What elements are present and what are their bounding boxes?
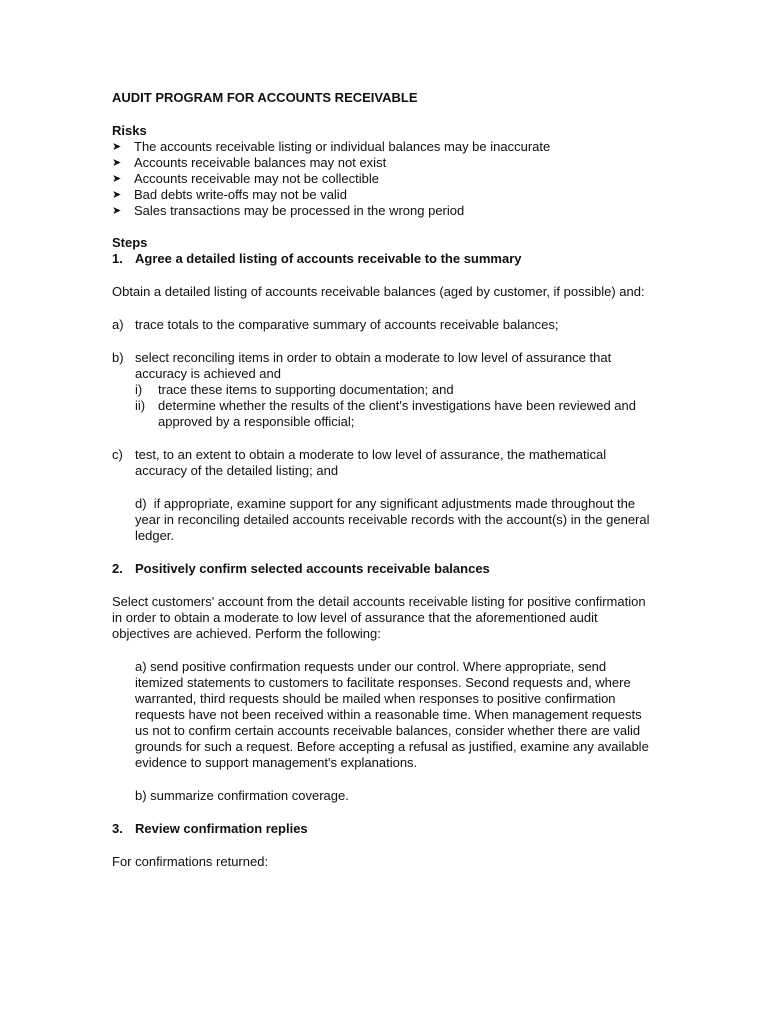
risk-item: ➤ Bad debts write-offs may not be valid [112,187,347,202]
step2-heading: 2. Positively confirm selected accounts receivable balances [112,561,490,576]
step1-item-a: a) trace totals to the comparative summary of accounts receivable balances; [112,317,559,332]
arrow-bullet-icon: ➤ [112,157,122,169]
document-page [112,90,657,870]
arrow-bullet-icon: ➤ [112,205,122,217]
document-title: AUDIT PROGRAM FOR ACCOUNTS RECEIVABLE [112,90,418,105]
risk-item: ➤ The accounts receivable listing or individual balances may be inaccurate [112,139,551,154]
step1-item-b-ii: ii) determine whether the results of the client's investigations have been reviewed and approved by a responsible official; [135,398,636,429]
step2-intro: Select customers' account from the detail accounts receivable listing for positive confirmation in order to obtain a moderate to low level of assurance that the aforementioned audit objectives are achieved. Perform the following: [112,594,646,641]
step2-item-a: a) send positive confirmation requests under our control. Where appropriate, send itemized statements to customers to facilitate responses. Second requests and, where warranted, third requests should be mailed when responses to positive confirmation requests have not been received within a reasonable time. When management requests us not to confirm certain accounts receivable balances, consider whether there are valid grounds for such a request. Before accepting a refusal as justified, examine any available evidence to support management's explanations. [135,659,649,770]
arrow-bullet-icon: ➤ [112,189,122,201]
step3-intro: For confirmations returned: [112,854,269,869]
risk-item: ➤ Sales transactions may be processed in the wrong period [112,203,465,218]
step1-heading: 1. Agree a detailed listing of accounts receivable to the summary [112,251,522,266]
arrow-bullet-icon: ➤ [112,141,122,153]
step1-item-d: d) if appropriate, examine support for any significant adjustments made throughout the year in reconciling detailed accounts receivable records with the account(s) in the general ledger. [135,496,650,543]
step1-intro: Obtain a detailed listing of accounts receivable balances (aged by customer, if possible) and: [112,284,645,299]
risks-heading: Risks [112,123,147,138]
risk-item: ➤ Accounts receivable balances may not exist [112,155,387,170]
step1-item-b-i: i) trace these items to supporting documentation; and [135,382,454,397]
step2-item-b: b) summarize confirmation coverage. [135,788,349,803]
arrow-bullet-icon: ➤ [112,173,122,185]
risk-item: ➤ Accounts receivable may not be collectible [112,171,379,186]
step3-heading: 3. Review confirmation replies [112,821,308,836]
step1-item-c: c) test, to an extent to obtain a moderate to low level of assurance, the mathematical accuracy of the detailed listing; and [112,447,607,478]
risks-list [112,139,657,219]
steps-heading: Steps [112,235,148,250]
step1-item-b: b) select reconciling items in order to obtain a moderate to low level of assurance that accuracy is achieved and i) trace these items to supporting documentation; and ii) determine whether the results of the client's investigations have been reviewed and approved by a responsible official; [112,350,657,430]
